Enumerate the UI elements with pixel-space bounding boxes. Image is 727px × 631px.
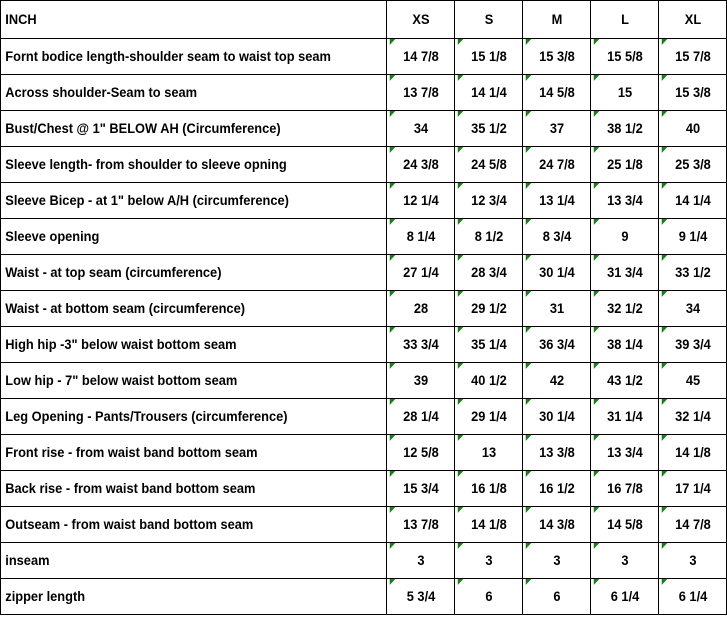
measurement-label: Waist - at bottom seam (circumference) [1,291,368,327]
value-cell-l: 6 1/4 [592,579,657,615]
measurement-label: Sleeve opening [1,219,368,255]
table-row [1,543,727,579]
value-cell-m: 13 3/8 [524,435,589,471]
measurement-label: Leg Opening - Pants/Trousers (circumference) [1,399,368,435]
value-cell-s: 14 1/8 [456,507,521,543]
value-cell-m: 13 1/4 [524,183,589,219]
table-row [1,75,727,111]
value-cell-l: 15 [592,75,657,111]
value-cell-m: 15 3/8 [524,39,589,75]
measurement-label: Across shoulder-Seam to seam [1,75,368,111]
value-cell-l: 38 1/4 [592,327,657,363]
value-cell-m: 31 [524,291,589,327]
value-cell-l: 38 1/2 [592,111,657,147]
value-cell-l: 32 1/2 [592,291,657,327]
value-cell-xl: 15 3/8 [660,75,725,111]
value-cell-xs: 3 [388,543,453,579]
value-cell-xs: 12 5/8 [388,435,453,471]
value-cell-xs: 15 3/4 [388,471,453,507]
value-cell-s: 40 1/2 [456,363,521,399]
value-cell-s: 12 3/4 [456,183,521,219]
measurement-label: Low hip - 7" below waist bottom seam [1,363,368,399]
measurement-label: Outseam - from waist band bottom seam [1,507,368,543]
value-cell-s: 24 5/8 [456,147,521,183]
value-cell-xs: 28 [388,291,453,327]
table-row [1,111,727,147]
value-cell-s: 28 3/4 [456,255,521,291]
value-cell-s: 6 [456,579,521,615]
value-cell-xs: 27 1/4 [388,255,453,291]
measurement-label: Bust/Chest @ 1" BELOW AH (Circumference) [1,111,368,147]
value-cell-m: 3 [524,543,589,579]
table-row [1,471,727,507]
value-cell-xl: 6 1/4 [660,579,725,615]
value-cell-xl: 14 1/4 [660,183,725,219]
value-cell-l: 43 1/2 [592,363,657,399]
value-cell-s: 15 1/8 [456,39,521,75]
value-cell-l: 25 1/8 [592,147,657,183]
value-cell-m: 37 [524,111,589,147]
measurement-label: Sleeve Bicep - at 1" below A/H (circumference) [1,183,368,219]
measurement-label: Sleeve length- from shoulder to sleeve opning [1,147,368,183]
table-row [1,327,727,363]
value-cell-xs: 24 3/8 [388,147,453,183]
table-row [1,291,727,327]
value-cell-xl: 9 1/4 [660,219,725,255]
measurement-label: High hip -3" below waist bottom seam [1,327,368,363]
value-cell-xl: 14 1/8 [660,435,725,471]
value-cell-m: 8 3/4 [524,219,589,255]
value-cell-l: 14 5/8 [592,507,657,543]
value-cell-l: 31 3/4 [592,255,657,291]
value-cell-l: 9 [592,219,657,255]
value-cell-s: 29 1/4 [456,399,521,435]
measurement-label: Waist - at top seam (circumference) [1,255,368,291]
value-cell-m: 14 5/8 [524,75,589,111]
value-cell-s: 29 1/2 [456,291,521,327]
measurement-label: Fornt bodice length-shoulder seam to waist top seam [1,39,368,75]
value-cell-xl: 39 3/4 [660,327,725,363]
value-cell-xl: 40 [660,111,725,147]
value-cell-m: 36 3/4 [524,327,589,363]
value-cell-l: 31 1/4 [592,399,657,435]
table-row [1,399,727,435]
value-cell-xl: 33 1/2 [660,255,725,291]
table-row [1,219,727,255]
header-size-xs: XS [388,1,453,39]
value-cell-s: 14 1/4 [456,75,521,111]
value-cell-m: 42 [524,363,589,399]
value-cell-xs: 33 3/4 [388,327,453,363]
value-cell-s: 35 1/4 [456,327,521,363]
measurement-label: Back rise - from waist band bottom seam [1,471,368,507]
value-cell-s: 3 [456,543,521,579]
value-cell-xs: 12 1/4 [388,183,453,219]
value-cell-s: 13 [456,435,521,471]
value-cell-xl: 15 7/8 [660,39,725,75]
value-cell-xs: 13 7/8 [388,507,453,543]
value-cell-m: 30 1/4 [524,399,589,435]
value-cell-xs: 8 1/4 [388,219,453,255]
value-cell-m: 30 1/4 [524,255,589,291]
value-cell-l: 16 7/8 [592,471,657,507]
value-cell-xs: 39 [388,363,453,399]
value-cell-xl: 3 [660,543,725,579]
header-unit-cell: INCH [1,1,368,39]
value-cell-m: 16 1/2 [524,471,589,507]
value-cell-s: 16 1/8 [456,471,521,507]
value-cell-m: 14 3/8 [524,507,589,543]
header-row [1,1,727,39]
table-row [1,435,727,471]
header-size-xl: XL [660,1,725,39]
table-row [1,507,727,543]
value-cell-xl: 34 [660,291,725,327]
table-row [1,579,727,615]
value-cell-xl: 45 [660,363,725,399]
value-cell-xl: 17 1/4 [660,471,725,507]
table-row [1,363,727,399]
table-row [1,183,727,219]
value-cell-xs: 14 7/8 [388,39,453,75]
table-row [1,39,727,75]
value-cell-l: 13 3/4 [592,183,657,219]
value-cell-s: 35 1/2 [456,111,521,147]
value-cell-m: 6 [524,579,589,615]
header-size-s: S [456,1,521,39]
value-cell-l: 13 3/4 [592,435,657,471]
header-size-m: M [524,1,589,39]
table-row [1,255,727,291]
measurement-label: Front rise - from waist band bottom seam [1,435,368,471]
value-cell-xs: 34 [388,111,453,147]
value-cell-l: 3 [592,543,657,579]
size-chart-body [1,1,727,615]
value-cell-xl: 25 3/8 [660,147,725,183]
table-row [1,147,727,183]
value-cell-xs: 28 1/4 [388,399,453,435]
value-cell-xs: 13 7/8 [388,75,453,111]
value-cell-m: 24 7/8 [524,147,589,183]
measurement-label: inseam [1,543,368,579]
value-cell-xs: 5 3/4 [388,579,453,615]
value-cell-s: 8 1/2 [456,219,521,255]
value-cell-xl: 32 1/4 [660,399,725,435]
measurement-label: zipper length [1,579,368,615]
header-size-l: L [592,1,657,39]
value-cell-xl: 14 7/8 [660,507,725,543]
value-cell-l: 15 5/8 [592,39,657,75]
